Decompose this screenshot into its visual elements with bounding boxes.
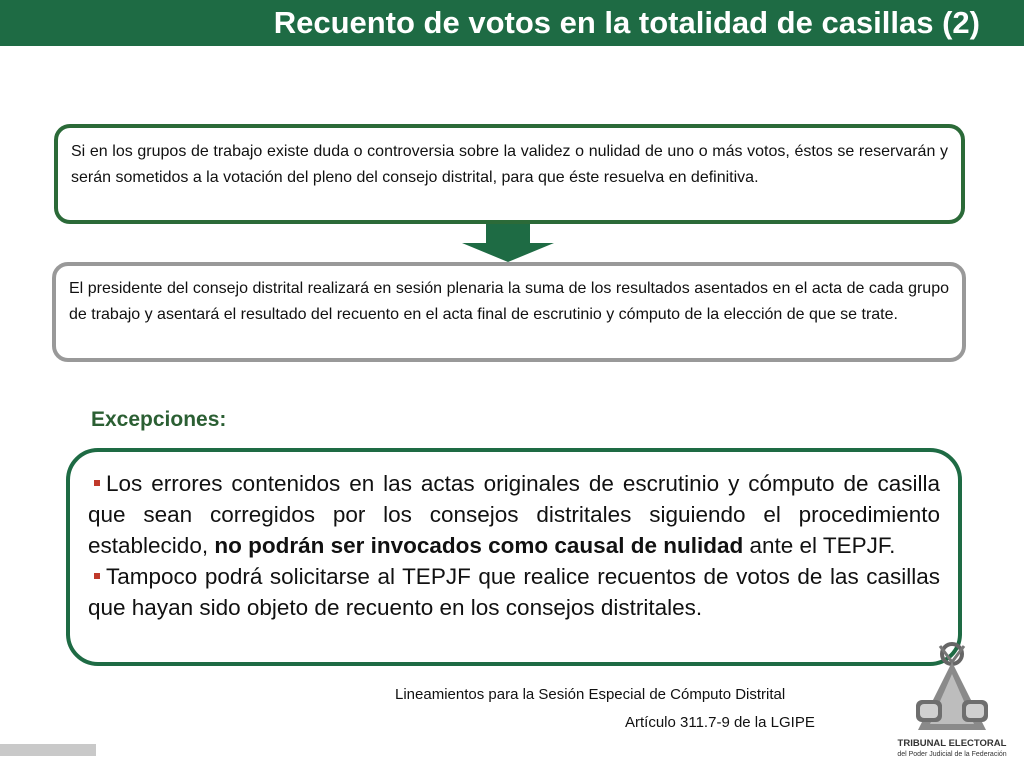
logo-name: TRIBUNAL ELECTORAL (897, 738, 1007, 749)
exception-item-2 (88, 561, 940, 623)
exceptions-box (66, 448, 962, 666)
source-line-2: Artículo 311.7-9 de la LGIPE (625, 714, 815, 731)
bullet-icon (94, 480, 100, 486)
exception-item-1-text-b: ante el TEPJF. (743, 533, 896, 558)
bottom-accent-bar (0, 744, 96, 756)
bullet-icon (94, 573, 100, 579)
logo-subtitle: del Poder Judicial de la Federación (897, 751, 1007, 758)
down-arrow-icon (462, 224, 554, 262)
source-line-1: Lineamientos para la Sesión Especial de Cómputo Distrital (395, 686, 786, 703)
slide-title: Recuento de votos en la totalidad de casillas (2) (273, 5, 980, 40)
exception-item-1 (88, 468, 940, 561)
scales-icon (910, 640, 994, 736)
president-box (52, 262, 966, 362)
exception-item-2-text: Tampoco podrá solicitarse al TEPJF que realice recuentos de votos de las casillas que hayan sido objeto de recuento en los consejos distritales. (88, 564, 940, 620)
exception-item-1-bold: no podrán ser invocados como causal de nulidad (214, 533, 744, 558)
controversy-text: Si en los grupos de trabajo existe duda o controversia sobre la validez o nulidad de uno o más votos, éstos se reservarán y serán sometidos a la votación del pleno del consejo distrital, para que éste resuelva en definitiva. (71, 143, 948, 186)
president-text: El presidente del consejo distrital realizará en sesión plenaria la suma de los resultados asentados en el acta de cada grupo de trabajo y asentará el resultado del recuento en el acta final de escrutinio y cómputo de la elección de que se trate. (69, 280, 949, 323)
exceptions-heading: Excepciones: (91, 408, 227, 431)
exception-item-1-text-a: Los errores contenidos en las actas originales de escrutinio y cómputo de casilla que sean corregidos por los consejos distritales siguiendo el procedimiento establecido, (88, 471, 940, 558)
controversy-box (54, 124, 965, 224)
title-bar (0, 0, 1024, 46)
tribunal-electoral-logo (896, 640, 1008, 766)
